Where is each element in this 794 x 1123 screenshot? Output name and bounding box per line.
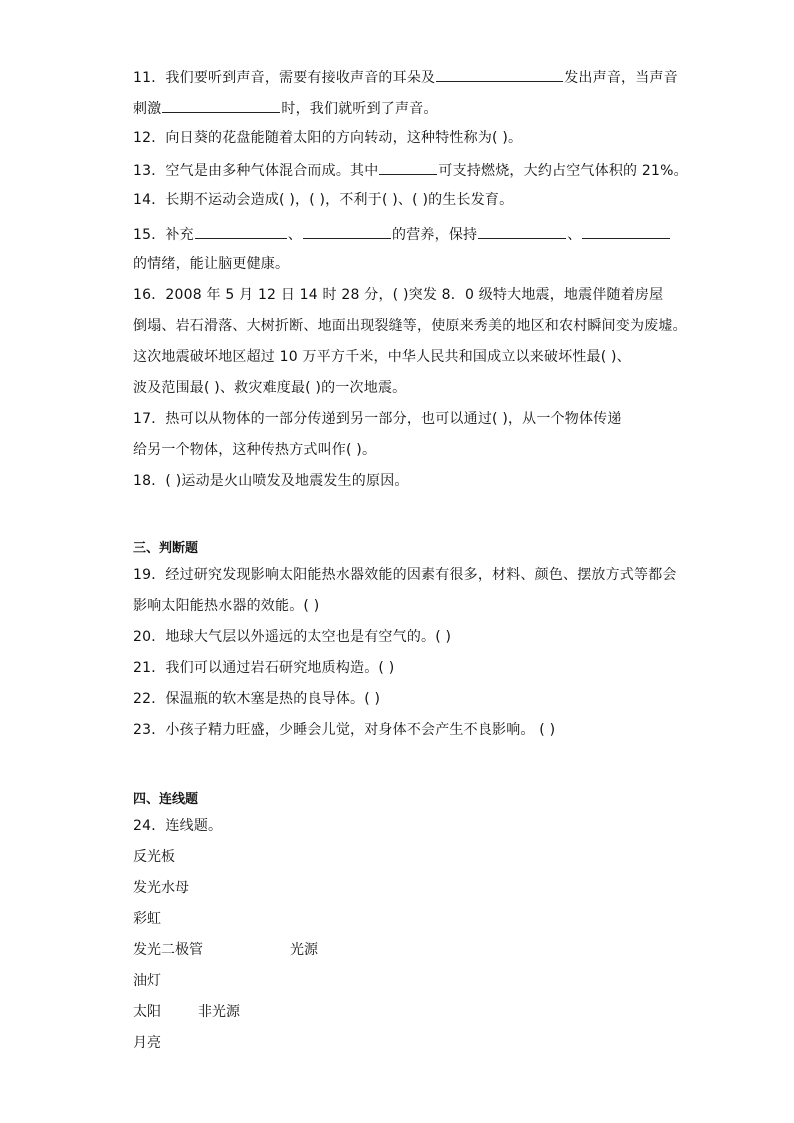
question-16-text-c: 这次地震破坏地区超过 10 万平方千米，中华人民共和国成立以来破坏性最( )、: [133, 349, 631, 365]
question-14: [133, 191, 513, 209]
match-left-item[interactable]: 彩虹: [133, 911, 161, 927]
question-23: 23．小孩子精力旺盛，少睡会儿觉，对身体不会产生不良影响。 ( ): [133, 722, 556, 738]
question-15-sep-1: 、: [287, 227, 303, 243]
question-24: 24．连线题。: [133, 818, 223, 834]
match-left-item[interactable]: 反光板: [133, 849, 175, 865]
question-12-text: 12．向日葵的花盘能随着太阳的方向转动，这种特性称为( )。: [133, 130, 523, 146]
question-13: [133, 160, 688, 180]
question-17-text-b: 给另一个物体，这种传热方式叫作( )。: [133, 442, 377, 458]
question-17-text-a: 17．热可以从物体的一部分传递到另一部分，也可以通过( )，从一个物体传递: [133, 411, 622, 427]
match-left-item[interactable]: 油灯: [133, 973, 161, 989]
question-17-line-2: [133, 441, 376, 459]
answer-blank[interactable]: [436, 67, 563, 82]
answer-blank[interactable]: [478, 224, 566, 239]
match-right-item[interactable]: 非光源: [198, 1004, 240, 1020]
question-15-text-a: 15．补充: [133, 227, 194, 243]
question-13-text-b: 可支持燃烧，大约占空气体积的 21%。: [438, 163, 688, 179]
match-left-item[interactable]: 月亮: [133, 1035, 161, 1051]
question-15-text-b: 的营养，保持: [392, 227, 478, 243]
answer-blank[interactable]: [379, 160, 437, 175]
match-left-item[interactable]: 发光水母: [133, 880, 189, 896]
question-11-line-2: [133, 98, 438, 118]
question-11-line-1: [133, 67, 678, 87]
question-21: 21．我们可以通过岩石研究地质构造。( ): [133, 660, 395, 676]
question-18-text: 18．( )运动是火山喷发及地震发生的原因。: [133, 473, 409, 489]
question-11-text-d: 时，我们就听到了声音。: [281, 101, 438, 117]
section-4-title: 四、连线题: [133, 792, 199, 807]
answer-blank[interactable]: [303, 224, 391, 239]
question-19-line-1: 19．经过研究发现影响太阳能热水器效能的因素有很多，材料、颜色、摆放方式等都会: [133, 567, 677, 583]
question-16-line-1: [133, 286, 663, 304]
question-19-line-2: 影响太阳能热水器的效能。( ): [133, 598, 320, 614]
answer-blank[interactable]: [195, 224, 287, 239]
match-left-item[interactable]: 发光二极管: [133, 942, 203, 958]
question-15-line-1: [133, 224, 671, 244]
question-16-line-2: [133, 317, 687, 335]
question-14-text: 14．长期不运动会造成( )，( )，不利于( )、( )的生长发育。: [133, 192, 514, 208]
answer-blank[interactable]: [582, 224, 670, 239]
question-20: 20．地球大气层以外遥远的太空也是有空气的。( ): [133, 629, 452, 645]
match-left-item[interactable]: 太阳: [133, 1004, 161, 1020]
answer-blank[interactable]: [162, 98, 280, 113]
question-16-text-a: 16．2008 年 5 月 12 日 14 时 28 分，( )突发 8．0 级特大地震，地震伴随着房屋: [133, 287, 664, 303]
question-11-text-a: 11．我们要听到声音，需要有接收声音的耳朵及: [133, 70, 436, 86]
section-3-title: 三、判断题: [133, 541, 199, 556]
question-15-text-c: 的情绪，能让脑更健康。: [133, 256, 290, 272]
question-11-text-c: 刺激: [133, 101, 162, 117]
question-12: [133, 129, 522, 147]
question-16-text-b: 倒塌、岩石滑落、大树折断、地面出现裂缝等，使原来秀美的地区和农村瞬间变为废墟。: [133, 318, 687, 334]
question-22: 22．保温瓶的软木塞是热的良导体。( ): [133, 691, 381, 707]
match-right-item[interactable]: 光源: [290, 942, 318, 958]
question-13-text-a: 13．空气是由多种气体混合而成。其中: [133, 163, 379, 179]
question-15-sep-2: 、: [567, 227, 582, 243]
question-17-line-1: [133, 410, 622, 428]
question-15-line-2: [133, 255, 289, 273]
question-16-line-4: [133, 379, 406, 397]
question-16-line-3: [133, 348, 631, 366]
question-11-text-b: 发出声音，当声音: [564, 70, 678, 86]
question-16-text-d: 波及范围最( )、救灾难度最( )的一次地震。: [133, 380, 407, 396]
question-18: [133, 472, 409, 490]
